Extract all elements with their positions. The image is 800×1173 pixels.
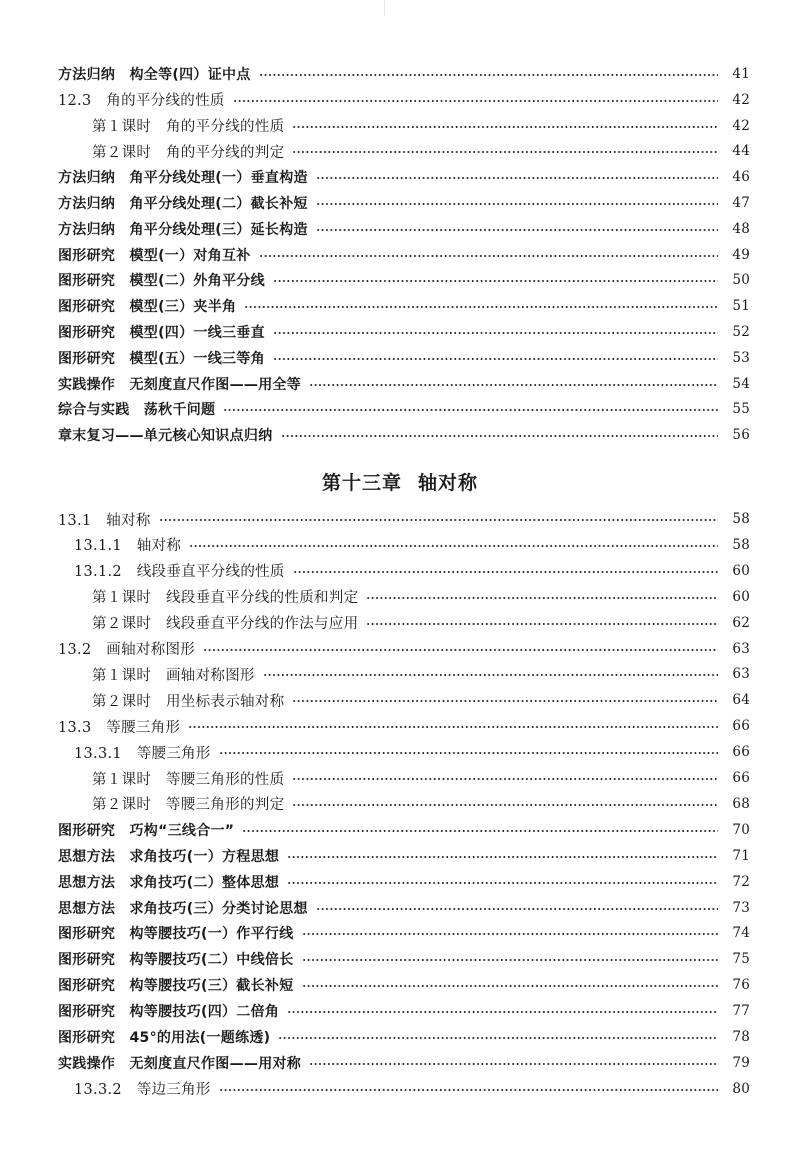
dot-leader (278, 1037, 718, 1039)
toc-entry-page-number: 60 (732, 562, 750, 579)
toc-entry-title: 图形研究 模型(五）一线三等角 (58, 350, 265, 367)
toc-entry-title: 方法归纳 角平分线处理(一）垂直构造 (58, 170, 308, 187)
toc-entry (74, 739, 750, 765)
toc-entry-title: 第１课时 等腰三角形的性质 (92, 771, 285, 788)
toc-entry-title: 第２课时 线段垂直平分线的作法与应用 (92, 616, 359, 633)
toc-entry-page-number: 50 (732, 272, 750, 289)
dot-leader (292, 126, 718, 128)
toc-entry-title: 13.1.1 轴对称 (74, 538, 182, 555)
dot-leader (287, 856, 718, 858)
chapter-title (0, 468, 800, 498)
dot-leader (309, 384, 718, 386)
toc-entry-title: 图形研究 构等腰技巧(二）中线倍长 (58, 952, 294, 969)
toc-entry-title: 13.3.2 等边三角形 (74, 1082, 211, 1099)
dot-leader (292, 778, 718, 780)
toc-entry-page-number: 46 (732, 169, 750, 186)
toc-entry-title: 第２课时 等腰三角形的判定 (92, 797, 285, 814)
toc-entry (58, 216, 750, 242)
toc-entry (92, 584, 750, 610)
toc-entry-title: 思想方法 求角技巧(三）分类讨论思想 (58, 900, 308, 917)
toc-entry (58, 190, 750, 216)
scan-mark (384, 0, 385, 16)
dot-leader (302, 933, 719, 935)
toc-entry (58, 869, 750, 895)
toc-entry-page-number: 71 (732, 847, 750, 864)
dot-leader (273, 332, 718, 334)
dot-leader (309, 1063, 718, 1065)
chapter-name: 轴对称 (418, 472, 479, 494)
dot-leader (159, 519, 718, 521)
dot-leader (287, 882, 718, 884)
toc-entry (58, 61, 750, 87)
dot-leader (316, 229, 718, 231)
toc-entry-page-number: 76 (732, 977, 750, 994)
toc-entry-page-number: 54 (732, 375, 750, 392)
toc-entry (58, 895, 750, 921)
toc-entry (58, 972, 750, 998)
dot-leader (219, 752, 718, 754)
toc-entry-page-number: 44 (732, 143, 750, 160)
toc-entry-title: 综合与实践 荡秋千问题 (58, 402, 216, 419)
toc-entry (58, 843, 750, 869)
chapter-number: 第十三章 (321, 472, 402, 494)
toc-entry-page-number: 73 (732, 899, 750, 916)
toc-entry-title: 13.2 画轴对称图形 (58, 642, 196, 658)
toc-entry-page-number: 55 (732, 401, 750, 418)
toc-entry-page-number: 60 (732, 588, 750, 605)
toc-entry-title: 图形研究 巧构“三线合一” (58, 822, 235, 839)
toc-entry (58, 636, 750, 662)
toc-entry-title: 图形研究 构等腰技巧(一）作平行线 (58, 926, 294, 943)
toc-entry (92, 113, 750, 139)
toc-entry-title: 图形研究 构等腰技巧(三）截长补短 (58, 978, 294, 995)
dot-leader (316, 908, 718, 910)
toc-entry (58, 396, 750, 422)
dot-leader (233, 100, 718, 102)
toc-entry-page-number: 58 (732, 511, 750, 527)
dot-leader (263, 674, 718, 676)
toc-entry-page-number: 74 (732, 925, 750, 942)
toc-entry (58, 164, 750, 190)
toc-entry-page-number: 77 (732, 1003, 750, 1020)
toc-entry (92, 765, 750, 791)
toc-entry-title: 12.3 角的平分线的性质 (58, 93, 225, 110)
toc-entry-page-number: 75 (732, 951, 750, 968)
toc-entry-page-number: 62 (732, 614, 750, 631)
toc-entry (58, 506, 750, 532)
dot-leader (292, 151, 718, 153)
toc-entry (92, 138, 750, 164)
toc-entry (92, 687, 750, 713)
toc-entry-title: 第２课时 角的平分线的判定 (92, 144, 285, 161)
dot-leader (259, 255, 718, 257)
dot-leader (281, 435, 719, 437)
toc-entry (58, 920, 750, 946)
dot-leader (302, 959, 719, 961)
toc-entry-page-number: 66 (732, 744, 750, 761)
toc-entry (58, 293, 750, 319)
toc-entry (58, 371, 750, 397)
toc-entry-title: 思想方法 求角技巧(二）整体思想 (58, 874, 280, 891)
toc-entry-page-number: 70 (732, 821, 750, 838)
toc-entry-title: 图形研究 模型(四）一线三垂直 (58, 325, 265, 341)
toc-entry (58, 998, 750, 1024)
dot-leader (302, 985, 719, 987)
dot-leader (293, 571, 718, 573)
toc-entry-page-number: 63 (732, 666, 750, 683)
toc-entry (58, 713, 750, 739)
toc-entry-title: 第２课时 用坐标表示轴对称 (92, 693, 285, 710)
toc-entry-page-number: 72 (732, 873, 750, 890)
toc-entry-title: 图形研究 构等腰技巧(四）二倍角 (58, 1004, 280, 1021)
toc-entry-title: 实践操作 无刻度直尺作图——用对称 (58, 1055, 302, 1072)
dot-leader (273, 280, 718, 282)
toc-entry (58, 1024, 750, 1050)
dot-leader (366, 597, 718, 599)
dot-leader (259, 74, 718, 76)
toc-entry (92, 610, 750, 636)
toc-entry-page-number: 80 (732, 1080, 750, 1097)
toc-entry-title: 实践操作 无刻度直尺作图——用全等 (58, 376, 302, 393)
toc-entry-title: 第１课时 线段垂直平分线的性质和判定 (92, 590, 359, 607)
dot-leader (244, 306, 718, 308)
dot-leader (316, 203, 718, 205)
toc-entry-page-number: 48 (732, 220, 750, 237)
toc-entry-title: 图形研究 模型(二）外角平分线 (58, 273, 265, 290)
dot-leader (242, 830, 718, 832)
toc-entry-title: 13.3 等腰三角形 (58, 719, 181, 736)
toc-entry-title: 章末复习——单元核心知识点归纳 (58, 428, 273, 445)
toc-entry-page-number: 49 (732, 246, 750, 263)
toc-entry-title: 方法归纳 角平分线处理(二）截长补短 (58, 196, 308, 212)
toc-entry-page-number: 66 (732, 770, 750, 786)
toc-entry (92, 661, 750, 687)
toc-entry (58, 87, 750, 113)
toc-entry (58, 422, 750, 448)
toc-entry (58, 946, 750, 972)
toc-entry-title: 方法归纳 角平分线处理(三）延长构造 (58, 221, 308, 238)
toc-entry-page-number: 63 (732, 640, 750, 657)
dot-leader (203, 649, 718, 651)
toc-entry-title: 方法归纳 构全等(四）证中点 (58, 67, 251, 83)
toc-entry-page-number: 58 (732, 536, 750, 553)
toc-entry-page-number: 78 (732, 1029, 750, 1045)
dot-leader (287, 1011, 718, 1013)
toc-entry-title: 13.1.2 线段垂直平分线的性质 (74, 564, 285, 581)
toc-entry (58, 319, 750, 345)
dot-leader (189, 545, 718, 547)
toc-entry-page-number: 42 (732, 91, 750, 108)
toc-entry-title: 思想方法 求角技巧(一）方程思想 (58, 848, 280, 865)
toc-entry-title: 第１课时 画轴对称图形 (92, 667, 255, 684)
toc-entry-title: 图形研究 模型(三）夹半角 (58, 299, 237, 316)
toc-entry-page-number: 51 (732, 298, 750, 315)
dot-leader (219, 1089, 718, 1091)
dot-leader (188, 726, 718, 728)
toc-entry-page-number: 42 (732, 117, 750, 134)
dot-leader (292, 804, 718, 806)
toc-entry (92, 791, 750, 817)
dot-leader (366, 623, 718, 625)
toc-entry-page-number: 68 (732, 795, 750, 812)
toc-entry (58, 242, 750, 268)
dot-leader (223, 409, 718, 411)
toc-entry-page-number: 47 (732, 195, 750, 211)
toc-entry (58, 1050, 750, 1076)
toc-entry (58, 345, 750, 371)
toc-entry-page-number: 64 (732, 692, 750, 709)
dot-leader (273, 358, 718, 360)
toc-entry (74, 558, 750, 584)
toc-entry-page-number: 52 (732, 324, 750, 340)
toc-entry-page-number: 41 (732, 66, 750, 82)
dot-leader (292, 700, 718, 702)
toc-entry (58, 817, 750, 843)
toc-entry-page-number: 56 (732, 427, 750, 444)
toc-entry-page-number: 79 (732, 1054, 750, 1071)
toc-entry-page-number: 66 (732, 718, 750, 735)
toc-entry-page-number: 53 (732, 349, 750, 366)
toc-entry-title: 13.3.1 等腰三角形 (74, 745, 211, 762)
toc-entry-title: 图形研究 模型(一）对角互补 (58, 247, 251, 264)
dot-leader (316, 177, 718, 179)
toc-entry (74, 1076, 750, 1102)
toc-entry (74, 532, 750, 558)
toc-entry-title: 第１课时 角的平分线的性质 (92, 119, 285, 136)
toc-entry (58, 267, 750, 293)
toc-entry-title: 图形研究 45°的用法(一题练透) (58, 1030, 271, 1046)
toc-entry-title: 13.1 轴对称 (58, 512, 151, 529)
